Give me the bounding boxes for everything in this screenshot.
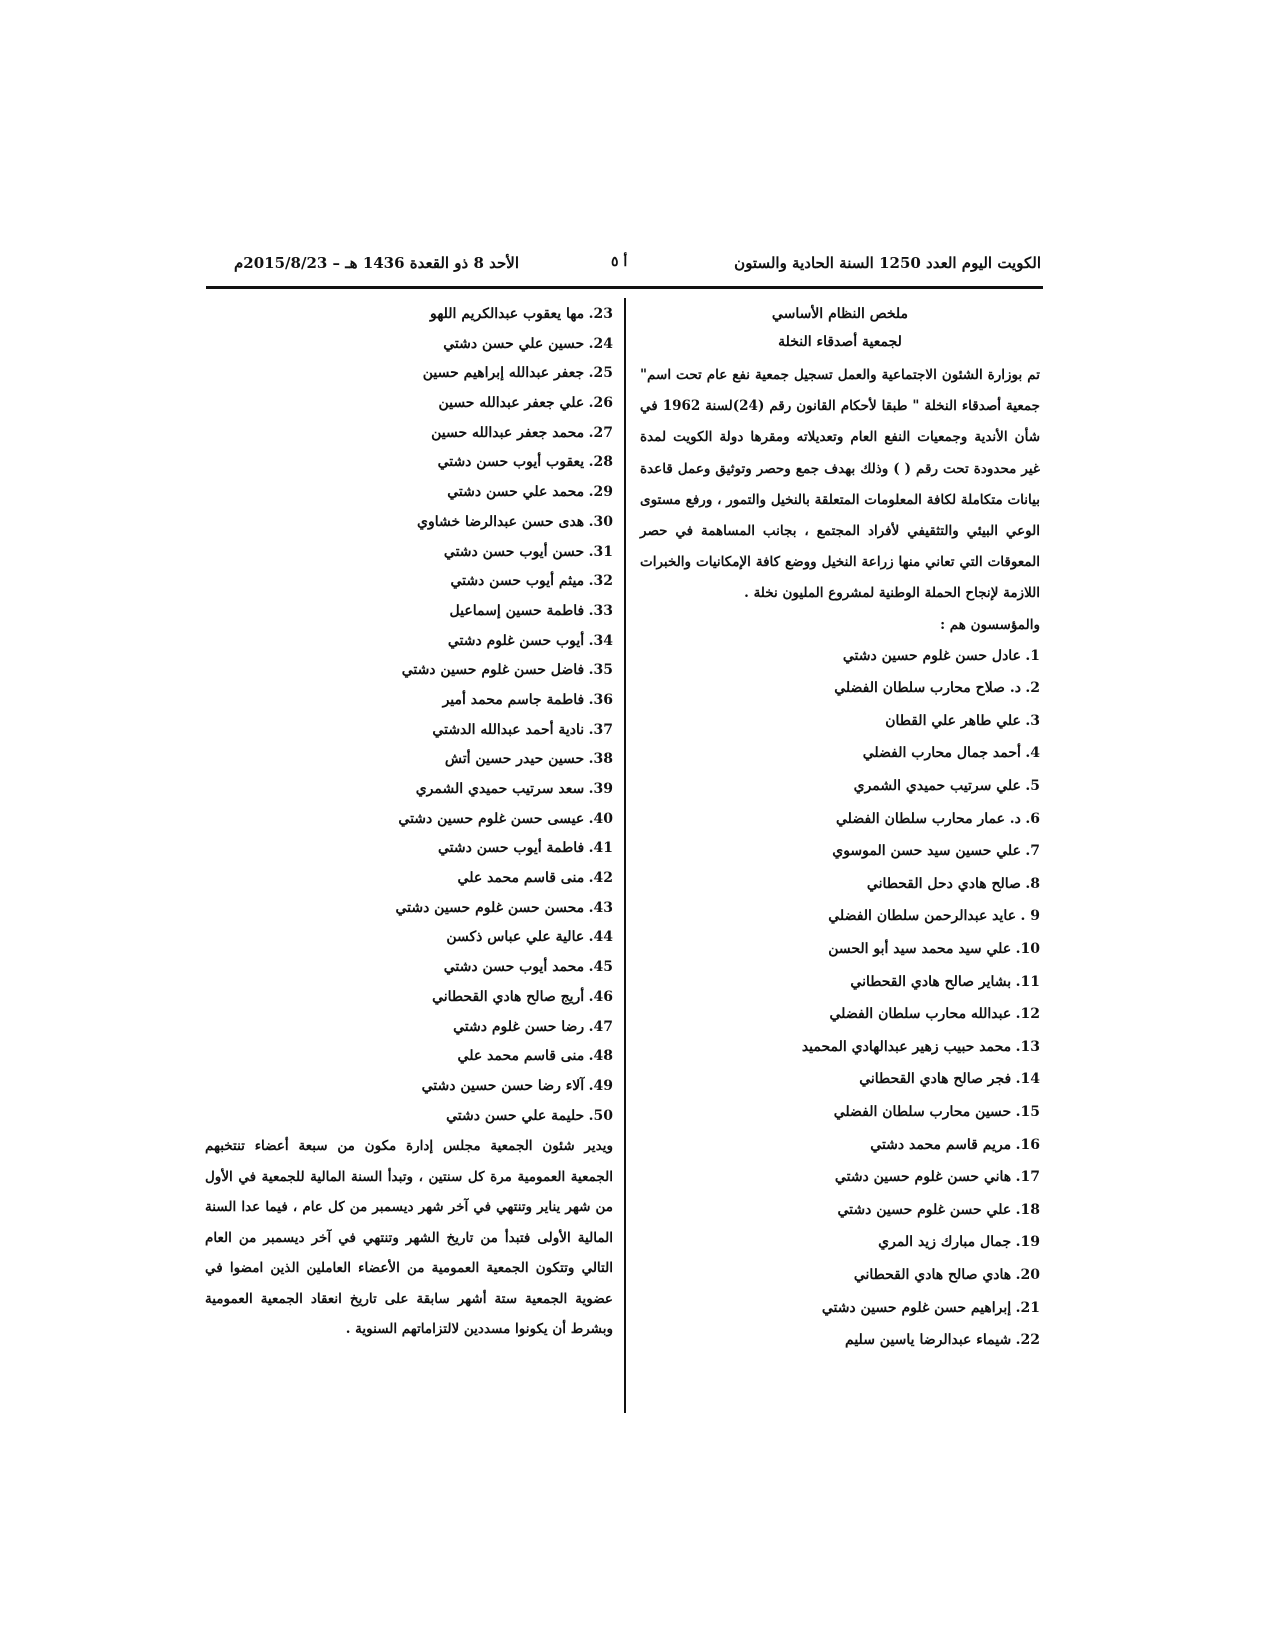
founder-name: بشاير صالح هادي القحطاني bbox=[850, 973, 1012, 990]
founder-number: 7. bbox=[1025, 843, 1040, 860]
founder-name: د. صلاح محارب سلطان الفضلي bbox=[834, 680, 1021, 697]
founder-number: 24. bbox=[588, 335, 613, 352]
founder-item bbox=[640, 1161, 1040, 1194]
founder-name: فاطمة أيوب حسن دشتي bbox=[438, 840, 585, 857]
founder-item bbox=[205, 953, 613, 983]
founder-number: 40. bbox=[588, 810, 613, 827]
founder-item bbox=[205, 627, 613, 657]
founder-name: علي جعفر عبدالله حسين bbox=[438, 395, 585, 412]
founder-name: صالح هادي دحل القحطاني bbox=[866, 875, 1021, 892]
founder-name: محمد أيوب حسن دشتي bbox=[443, 959, 585, 976]
founder-number: 14. bbox=[1015, 1071, 1040, 1088]
founder-item bbox=[205, 686, 613, 716]
founder-name: عايد عبدالرحمن سلطان الفضلي bbox=[828, 908, 1017, 925]
founder-item bbox=[205, 1042, 613, 1072]
founder-number: 31. bbox=[588, 543, 613, 560]
founder-item bbox=[205, 419, 613, 449]
founder-name: د. عمار محارب سلطان الفضلي bbox=[836, 810, 1021, 827]
founder-item bbox=[640, 966, 1040, 999]
founder-item bbox=[640, 1292, 1040, 1325]
right-column bbox=[640, 300, 1040, 1357]
founder-number: 16. bbox=[1015, 1136, 1040, 1153]
founder-item bbox=[205, 745, 613, 775]
founder-name: علي حسن غلوم حسين دشتي bbox=[837, 1201, 1012, 1218]
intro-paragraph: تم بوزارة الشئون الاجتماعية والعمل تسجيل جمعية نفع عام تحت اسم" جمعية أصدقاء النخلة " طبقا لأحكام القانون رقم (24)لسنة 1962 في شأن الأندية وجمعيات النفع العام وتعديلاته ومقرها دولة الكويت لمدة غير محدودة تحت رقم ( ) وذلك بهدف جمع وحصر وتوثيق وعمل قاعدة بيانات متكاملة لكافة المعلومات المتعلقة بالنخيل والتمور ، ورفع مستوى الوعي البيئي والتثقيفي لأفراد المجتمع ، بجانب المساهمة في حصر المعوقات التي تعاني منها زراعة النخيل ووضع كافة الإمكانيات والخبرات اللازمة لإنجاح الحملة الوطنية لمشروع المليون نخلة . bbox=[640, 367, 1040, 602]
founder-item bbox=[640, 672, 1040, 705]
founder-name: آلاء رضا حسن حسين دشتي bbox=[421, 1077, 585, 1094]
founder-name: حسين محارب سلطان الفضلي bbox=[833, 1103, 1012, 1120]
founder-item bbox=[640, 1096, 1040, 1129]
founder-item bbox=[640, 1324, 1040, 1357]
founder-number: 17. bbox=[1015, 1169, 1040, 1186]
founder-name: مها يعقوب عبدالكريم اللهو bbox=[429, 306, 585, 322]
founder-item bbox=[640, 770, 1040, 803]
founder-name: علي طاهر علي القطان bbox=[885, 712, 1021, 729]
founder-item bbox=[640, 1226, 1040, 1259]
founder-number: 28. bbox=[588, 454, 613, 471]
founder-item bbox=[205, 478, 613, 508]
founder-name: منى قاسم محمد علي bbox=[457, 870, 585, 887]
founder-name: حليمة علي حسن دشتي bbox=[446, 1107, 585, 1124]
founder-name: عبدالله محارب سلطان الفضلي bbox=[829, 1006, 1012, 1023]
founder-name: أريج صالح هادي القحطاني bbox=[432, 988, 585, 1005]
closing-paragraph: ويدير شئون الجمعية مجلس إدارة مكون من سبعة أعضاء تنتخبهم الجمعية العمومية مرة كل سنتين ، وتبدأ السنة المالية للجمعية في الأول من شهر يناير وتنتهي في آخر شهر ديسمبر من كل عام ، فيما عدا السنة المالية الأولى فتبدأ من تاريخ الشهر وتنتهي في آخر ديسمبر من العام التالي وتتكون الجمعية العمومية من الأعضاء العاملين الذين امضوا في عضوية الجمعية ستة أشهر سابقة على تاريخ انعقاد الجمعية العمومية وبشرط أن يكونوا مسددين لالتزاماتهم السنوية . bbox=[205, 1138, 613, 1338]
founder-name: محمد حبيب زهير عبدالهادي المحميد bbox=[801, 1038, 1012, 1055]
founder-item bbox=[205, 1102, 613, 1132]
founder-number: 48. bbox=[588, 1048, 613, 1065]
founder-item bbox=[205, 567, 613, 597]
founder-number: 47. bbox=[588, 1018, 613, 1035]
founder-item bbox=[205, 597, 613, 627]
founder-number: 6. bbox=[1025, 810, 1040, 827]
founder-item bbox=[205, 775, 613, 805]
founder-number: 20. bbox=[1015, 1266, 1040, 1283]
founders-list-right bbox=[640, 640, 1040, 1357]
founder-name: جعفر عبدالله إبراهيم حسين bbox=[422, 365, 585, 382]
founder-name: عيسى حسن غلوم حسين دشتي bbox=[398, 810, 585, 827]
founder-item bbox=[205, 508, 613, 538]
founder-number: 1. bbox=[1025, 647, 1040, 664]
founder-name: نادية أحمد عبدالله الدشتي bbox=[432, 721, 585, 738]
founder-name: علي سرتيب حميدي الشمري bbox=[853, 778, 1021, 794]
founder-number: 35. bbox=[588, 662, 613, 679]
header-rule bbox=[206, 286, 1043, 289]
founder-number: 13. bbox=[1015, 1038, 1040, 1055]
founder-number: 11. bbox=[1015, 973, 1040, 990]
founder-item bbox=[205, 805, 613, 835]
founder-number: 33. bbox=[588, 602, 613, 619]
founder-number: 26. bbox=[588, 395, 613, 412]
founder-name: ميثم أيوب حسن دشتي bbox=[450, 573, 585, 590]
founder-name: هاني حسن غلوم حسين دشتي bbox=[834, 1169, 1012, 1186]
founder-item bbox=[205, 834, 613, 864]
founder-item bbox=[205, 330, 613, 360]
founder-name: رضا حسن غلوم دشتي bbox=[453, 1018, 585, 1035]
founder-number: 5. bbox=[1025, 778, 1040, 794]
founder-item bbox=[205, 300, 613, 330]
founder-number: 30. bbox=[588, 513, 613, 530]
founder-number: 21. bbox=[1015, 1299, 1040, 1316]
founder-number: 37. bbox=[588, 721, 613, 738]
founder-name: فجر صالح هادي القحطاني bbox=[859, 1071, 1012, 1088]
founder-item bbox=[205, 359, 613, 389]
founder-number: 10. bbox=[1015, 940, 1040, 957]
page-number: أ ٥ bbox=[611, 254, 628, 270]
founder-name: حسين حيدر حسين أتش bbox=[444, 751, 585, 768]
founder-name: علي حسين سيد حسن الموسوي bbox=[832, 843, 1021, 860]
founder-number: 27. bbox=[588, 424, 613, 441]
page-header bbox=[206, 248, 1041, 288]
founder-item bbox=[640, 640, 1040, 673]
founder-number: 38. bbox=[588, 751, 613, 768]
founders-intro: والمؤسسون هم : bbox=[940, 616, 1040, 633]
founder-name: حسين علي حسن دشتي bbox=[443, 335, 585, 352]
founder-item bbox=[640, 900, 1040, 933]
founder-name: عالية علي عباس ذكسن bbox=[446, 929, 585, 946]
founder-number: 46. bbox=[588, 988, 613, 1005]
founder-item bbox=[640, 1194, 1040, 1227]
issue-date: الأحد 8 ذو القعدة 1436 هـ – 2015/8/23م bbox=[234, 254, 519, 272]
founder-number: 34. bbox=[588, 632, 613, 649]
founder-number: 32. bbox=[588, 573, 613, 590]
publication-line: الكويت اليوم العدد 1250 السنة الحادية والستون bbox=[734, 254, 1041, 272]
founder-item bbox=[205, 983, 613, 1013]
founder-number: 29. bbox=[588, 484, 613, 501]
founder-number: 12. bbox=[1015, 1006, 1040, 1023]
founder-item bbox=[640, 835, 1040, 868]
founder-name: يعقوب أيوب حسن دشتي bbox=[437, 454, 585, 471]
founder-name: علي سيد محمد سيد أبو الحسن bbox=[828, 940, 1012, 957]
founder-item bbox=[640, 1129, 1040, 1162]
founder-number: 19. bbox=[1015, 1234, 1040, 1251]
founder-item bbox=[205, 448, 613, 478]
founder-number: 42. bbox=[588, 870, 613, 887]
document-subtitle: لجمعية أصدقاء النخلة bbox=[778, 334, 902, 350]
founder-name: فاطمة حسين إسماعيل bbox=[449, 602, 585, 619]
founder-number: 43. bbox=[588, 899, 613, 916]
founder-name: شيماء عبدالرضا ياسين سليم bbox=[845, 1332, 1012, 1349]
founder-name: جمال مبارك زيد المري bbox=[878, 1234, 1012, 1251]
founder-item bbox=[205, 894, 613, 924]
founder-number: 8. bbox=[1025, 875, 1040, 892]
founder-number: 41. bbox=[588, 840, 613, 857]
founder-name: أحمد جمال محارب الفضلي bbox=[862, 745, 1021, 762]
founder-item bbox=[640, 933, 1040, 966]
founder-item bbox=[640, 1031, 1040, 1064]
founder-item bbox=[205, 1013, 613, 1043]
founder-number: 49. bbox=[588, 1077, 613, 1094]
founder-name: محمد علي حسن دشتي bbox=[447, 484, 585, 501]
founder-item bbox=[640, 705, 1040, 738]
founder-item bbox=[205, 923, 613, 953]
founder-item bbox=[640, 1063, 1040, 1096]
founder-number: 39. bbox=[588, 781, 613, 797]
founder-name: محسن حسن غلوم حسين دشتي bbox=[395, 899, 585, 916]
founder-name: مريم قاسم محمد دشتي bbox=[870, 1136, 1012, 1153]
founder-number: 4. bbox=[1025, 745, 1040, 762]
document-title: ملخص النظام الأساسي bbox=[771, 306, 909, 322]
founder-name: عادل حسن غلوم حسين دشتي bbox=[842, 647, 1021, 664]
founder-number: 9 . bbox=[1020, 908, 1040, 925]
founder-number: 18. bbox=[1015, 1201, 1040, 1218]
founder-item bbox=[640, 868, 1040, 901]
founders-list-left bbox=[205, 300, 613, 1131]
founder-name: أيوب حسن غلوم دشتي bbox=[447, 632, 585, 649]
founder-number: 45. bbox=[588, 959, 613, 976]
founder-item bbox=[205, 538, 613, 568]
column-divider bbox=[624, 298, 626, 1413]
founder-name: هدى حسن عبدالرضا خشاوي bbox=[416, 513, 585, 530]
left-column bbox=[205, 300, 613, 1345]
founder-number: 15. bbox=[1015, 1103, 1040, 1120]
founder-item bbox=[205, 716, 613, 746]
founder-name: منى قاسم محمد علي bbox=[457, 1048, 585, 1065]
founder-number: 22. bbox=[1015, 1332, 1040, 1349]
founder-item bbox=[205, 389, 613, 419]
founder-item bbox=[640, 1259, 1040, 1292]
founder-item bbox=[205, 656, 613, 686]
founder-number: 44. bbox=[588, 929, 613, 946]
founder-name: سعد سرتيب حميدي الشمري bbox=[415, 781, 585, 797]
founder-number: 23. bbox=[588, 306, 613, 322]
founder-item bbox=[205, 864, 613, 894]
founder-item bbox=[640, 803, 1040, 836]
founder-name: حسن أيوب حسن دشتي bbox=[443, 543, 585, 560]
founder-name: محمد جعفر عبدالله حسين bbox=[431, 424, 585, 441]
founder-number: 36. bbox=[588, 691, 613, 708]
founder-name: إبراهيم حسن غلوم حسين دشتي bbox=[821, 1299, 1012, 1316]
founder-item bbox=[640, 737, 1040, 770]
founder-name: فاطمة جاسم محمد أمير bbox=[442, 691, 585, 708]
founder-number: 2. bbox=[1025, 680, 1040, 697]
founder-number: 25. bbox=[588, 365, 613, 382]
founder-name: فاضل حسن غلوم حسين دشتي bbox=[401, 662, 585, 679]
founder-item bbox=[205, 1072, 613, 1102]
founder-number: 50. bbox=[588, 1107, 613, 1124]
founder-item bbox=[640, 998, 1040, 1031]
founder-number: 3. bbox=[1025, 712, 1040, 729]
founder-name: هادي صالح هادي القحطاني bbox=[853, 1266, 1012, 1283]
